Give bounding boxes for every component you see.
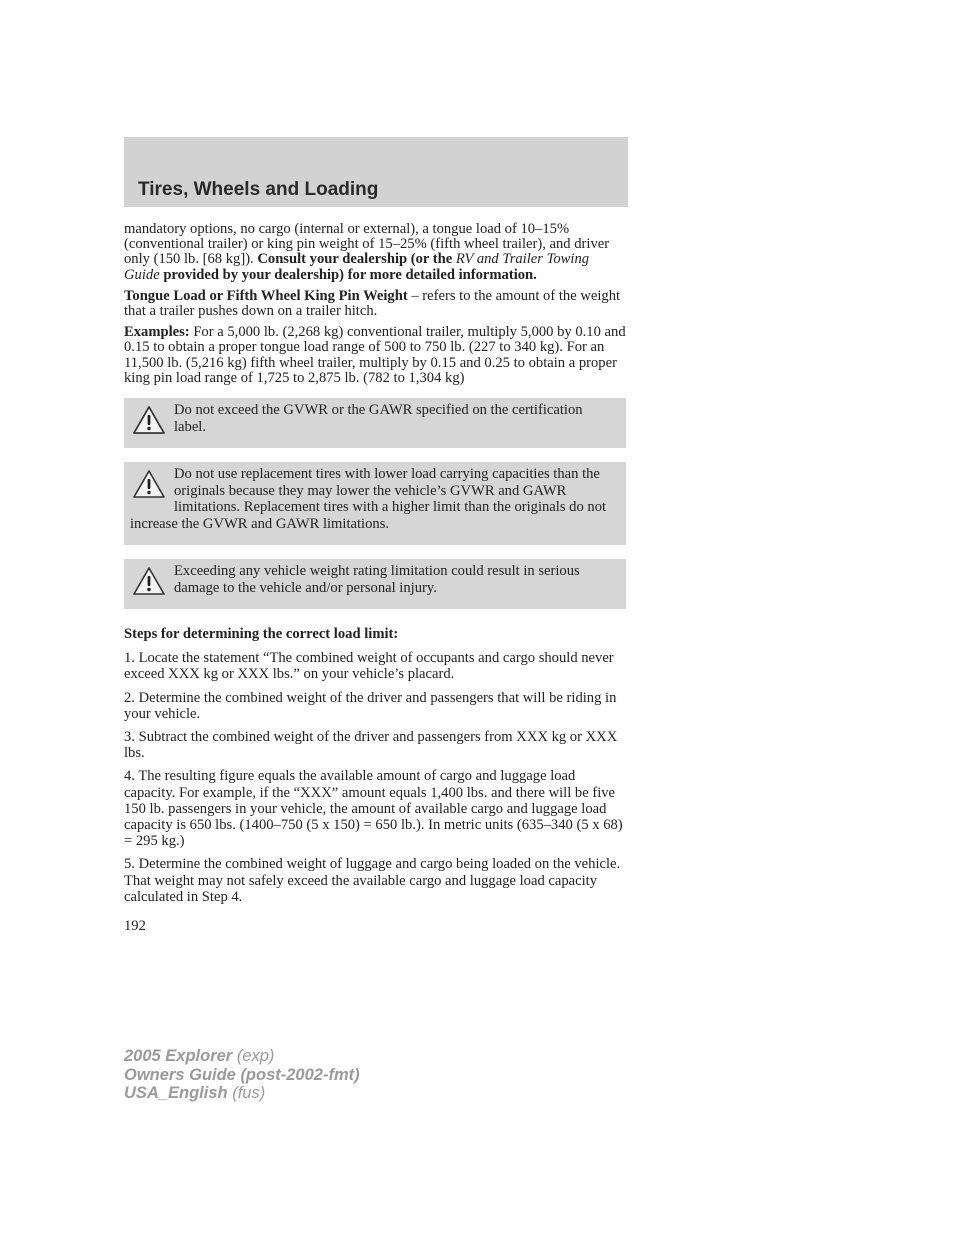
step-item: 2. Determine the combined weight of the driver and passengers that will be riding in your vehicle. xyxy=(124,689,617,722)
footer-line-1 xyxy=(124,1047,360,1066)
intro-text: mandatory options, no cargo (internal or external), a tongue load of 10–15% (conventional trailer) or king pin weight of 15–25% (fifth wheel trailer), and driver only (150 lb. [68 kg]). xyxy=(124,221,610,268)
warning-text-3: Exceeding any vehicle weight rating limitation could result in serious damage to the vehicle and/or personal injury. xyxy=(174,563,580,596)
warning-box-1 xyxy=(124,398,626,448)
step-item: 5. Determine the combined weight of luggage and cargo being loaded on the vehicle. That weight may not safely exceed the available cargo and luggage load capacity calculated in Step 4. xyxy=(124,856,621,905)
warning-triangle-icon xyxy=(132,405,166,435)
examples-paragraph xyxy=(124,325,626,386)
warning-box-2 xyxy=(124,462,626,545)
page-content xyxy=(124,222,626,940)
steps-heading-text: Steps for determining the correct load limit: xyxy=(124,626,399,643)
warning-triangle-icon xyxy=(132,469,166,499)
intro-bold-2: provided by your dealership) for more detailed information. xyxy=(159,266,537,283)
tongue-load-paragraph xyxy=(124,289,626,319)
page-number: 192 xyxy=(124,918,146,935)
examples-term: Examples: xyxy=(124,324,190,341)
section-header-band xyxy=(124,137,628,207)
section-title: Tires, Wheels and Loading xyxy=(138,179,379,200)
footer-guide: Owners Guide (post-2002-fmt) xyxy=(124,1065,360,1084)
warning-text-1: Do not exceed the GVWR or the GAWR specified on the certification label. xyxy=(174,402,583,435)
footer-line-3 xyxy=(124,1084,360,1103)
tongue-load-term: Tongue Load or Fifth Wheel King Pin Weight xyxy=(124,287,408,304)
intro-bold-1: Consult your dealership (or the xyxy=(257,251,456,268)
step-item: 1. Locate the statement “The combined weight of occupants and cargo should never exceed XXX kg or XXX lbs.” on your vehicle’s placard. xyxy=(124,650,614,683)
warning-box-3 xyxy=(124,559,626,609)
document-footer xyxy=(124,1047,360,1103)
step-item: 4. The resulting figure equals the available amount of cargo and luggage load capacity. For example, if the “XXX” amount equals 1,400 lbs. and there will be five 150 lb. passengers in your vehicle, the amount of available cargo and luggage load capacity is 650 lbs. (1400–750 (5 x 150) = 650 lb.). In metric units (635–340 (5 x 68) = 295 kg.) xyxy=(124,768,623,850)
tongue-load-text: – refers to the amount of the weight that a trailer pushes down on a trailer hitch. xyxy=(124,287,621,320)
footer-language-code: (fus) xyxy=(227,1084,266,1102)
warning-text-2: Do not use replacement tires with lower load carrying capacities than the originals because they may lower the vehicle’s GVWR and GAWR limitations. Replacement tires with a higher limit than the originals do not increase the GVWR and GAWR limitations. xyxy=(130,466,607,532)
warning-triangle-icon xyxy=(132,566,166,596)
footer-line-2 xyxy=(124,1066,360,1085)
intro-guide-title: RV and Trailer Towing Guide xyxy=(124,251,590,283)
footer-model: 2005 Explorer xyxy=(124,1047,233,1065)
steps-heading xyxy=(124,627,626,642)
intro-paragraph xyxy=(124,222,626,283)
examples-text: For a 5,000 lb. (2,268 kg) conventional trailer, multiply 5,000 by 0.10 and 0.15 to obtain a proper tongue load range of 500 to 750 lb. (227 to 340 kg). For an 11,500 lb. (5,216 kg) fifth wheel trailer, multiply by 0.15 and 0.25 to obtain a proper king pin load range of 1,725 to 2,875 lb. (782 to 1,304 kg) xyxy=(124,324,626,386)
step-item: 3. Subtract the combined weight of the driver and passengers from XXX kg or XXX lbs. xyxy=(124,729,618,762)
footer-language: USA_English xyxy=(124,1084,228,1102)
footer-model-code: (exp) xyxy=(232,1047,275,1065)
